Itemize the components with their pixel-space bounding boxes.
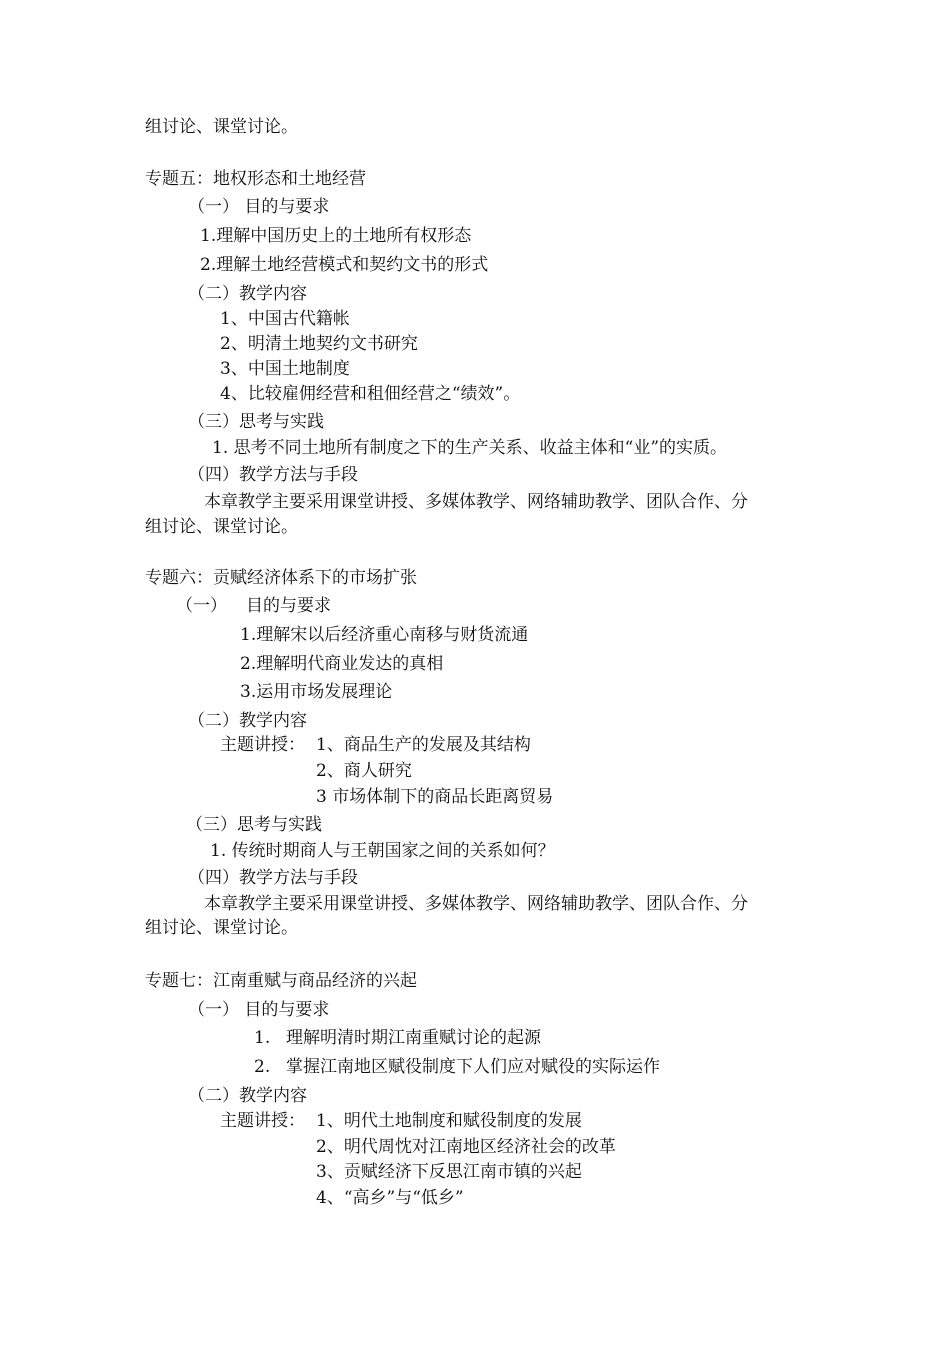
s6-content-1: 1、商品生产的发展及其结构 xyxy=(316,735,531,755)
s7-goal-1-number: 1. xyxy=(254,1028,271,1048)
s6-goal-2: 2.理解明代商业发达的真相 xyxy=(240,654,444,674)
s7-content-4: 4、“高乡”与“低乡” xyxy=(316,1188,464,1208)
s5-goals-heading: （一） 目的与要求 xyxy=(188,197,330,217)
s5-content-3: 3、中国土地制度 xyxy=(220,359,350,379)
s5-content-4: 4、比较雇佣经营和租佃经营之“绩效”。 xyxy=(220,384,521,404)
s6-goals-number: （一） xyxy=(176,596,227,616)
s5-goal-2: 2.理解土地经营模式和契约文书的形式 xyxy=(200,255,489,275)
section-7-title: 专题七：江南重赋与商品经济的兴起 xyxy=(145,971,417,991)
s5-goal-1: 1.理解中国历史上的土地所有权形态 xyxy=(200,226,472,246)
s5-content-heading: （二）教学内容 xyxy=(188,284,307,304)
continued-text: 组讨论、课堂讨论。 xyxy=(145,117,298,137)
s6-content-3: 3 市场体制下的商品长距离贸易 xyxy=(316,787,554,807)
s7-content-lead: 主题讲授： xyxy=(220,1111,305,1131)
s6-goal-1: 1.理解宋以后经济重心南移与财货流通 xyxy=(240,625,529,645)
s7-content-heading: （二）教学内容 xyxy=(188,1086,307,1106)
s7-goal-2-number: 2. xyxy=(254,1057,271,1077)
s6-goal-3: 3.运用市场发展理论 xyxy=(240,682,393,702)
s6-method-text-2: 组讨论、课堂讨论。 xyxy=(145,918,298,938)
s6-method-text-1: 本章教学主要采用课堂讲授、多媒体教学、网络辅助教学、团队合作、分 xyxy=(204,894,748,914)
s7-goal-2: 掌握江南地区赋役制度下人们应对赋役的实际运作 xyxy=(286,1057,660,1077)
s6-content-heading: （二）教学内容 xyxy=(188,711,307,731)
s6-method-heading: （四）教学方法与手段 xyxy=(188,868,358,888)
s5-practice-1: 1. 思考不同土地所有制度之下的生产关系、收益主体和“业”的实质。 xyxy=(212,438,728,458)
s6-practice-heading: （三）思考与实践 xyxy=(186,815,322,835)
s5-content-1: 1、中国古代籍帐 xyxy=(220,309,350,329)
section-6-title: 专题六：贡赋经济体系下的市场扩张 xyxy=(145,568,417,588)
s5-method-heading: （四）教学方法与手段 xyxy=(188,465,358,485)
section-5-title: 专题五：地权形态和土地经营 xyxy=(145,169,366,189)
s7-content-3: 3、贡赋经济下反思江南市镇的兴起 xyxy=(316,1162,582,1182)
s6-goals-label: 目的与要求 xyxy=(246,596,331,616)
s5-method-text-2: 组讨论、课堂讨论。 xyxy=(145,517,298,537)
s7-content-2: 2、明代周忱对江南地区经济社会的改革 xyxy=(316,1137,616,1157)
s5-content-2: 2、明清土地契约文书研究 xyxy=(220,334,418,354)
s7-content-1: 1、明代土地制度和赋役制度的发展 xyxy=(316,1111,582,1131)
s7-goals-heading: （一） 目的与要求 xyxy=(188,1000,330,1020)
s5-practice-heading: （三）思考与实践 xyxy=(188,412,324,432)
s6-content-2: 2、商人研究 xyxy=(316,761,412,781)
s6-practice-1: 1. 传统时期商人与王朝国家之间的关系如何？ xyxy=(210,841,555,861)
s7-goal-1: 理解明清时期江南重赋讨论的起源 xyxy=(286,1028,541,1048)
s6-content-lead: 主题讲授： xyxy=(220,735,305,755)
s5-method-text-1: 本章教学主要采用课堂讲授、多媒体教学、网络辅助教学、团队合作、分 xyxy=(204,492,748,512)
